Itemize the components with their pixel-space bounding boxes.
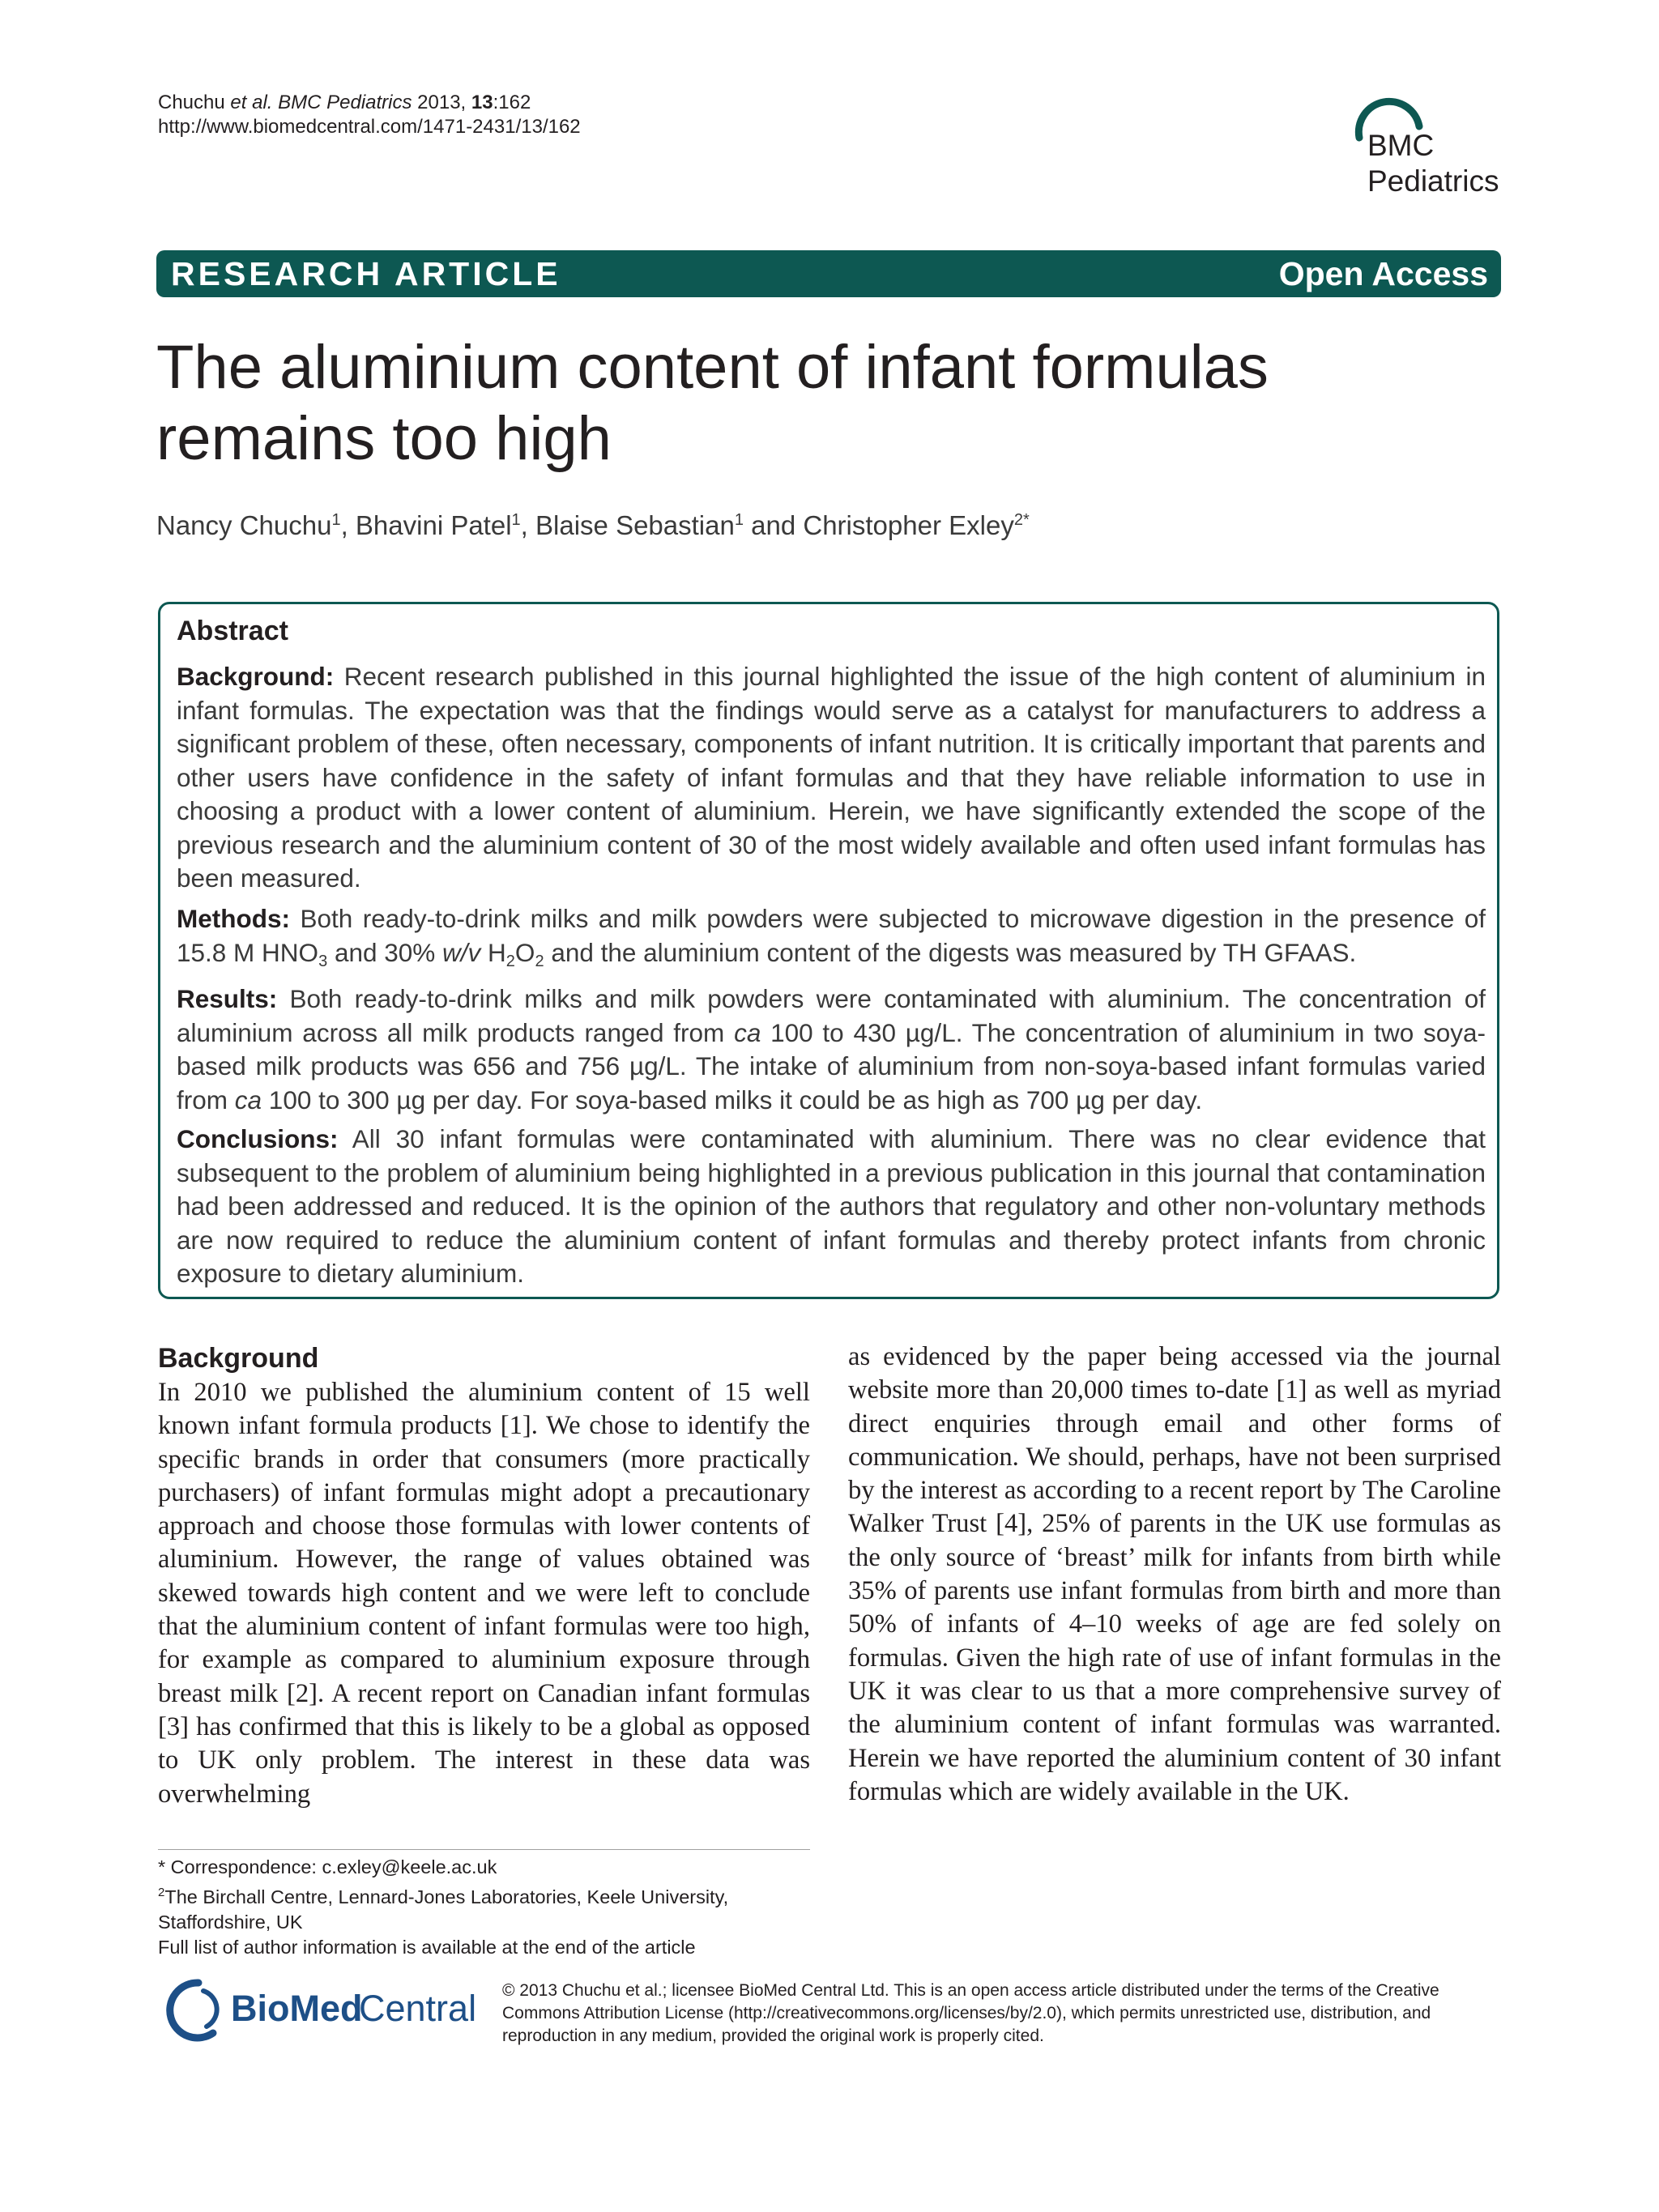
abstract-methods-subscript: 2	[505, 952, 515, 970]
author-info-note: Full list of author information is available at the end of the article	[158, 1936, 696, 1958]
author-affiliation: 1	[734, 511, 744, 529]
author-list	[156, 504, 1030, 542]
abstract-results-ca: ca	[234, 1085, 262, 1115]
abstract-results	[177, 982, 1486, 1117]
abstract-methods-wv: w/v	[442, 937, 481, 967]
abstract-results-text: Both ready-to-drink milks and milk powders were contaminated with aluminium. The concentration of aluminium across all milk products ranged from	[177, 984, 1486, 1047]
abstract-methods-text: O	[514, 937, 535, 967]
abstract-background-label: Background:	[177, 662, 335, 691]
journal-logo-line1: BMC	[1367, 129, 1435, 162]
author-name: Blaise Sebastian	[535, 510, 735, 540]
abstract-results-text: 100 to 300 µg per day. For soya-based milks it could be as high as 700 µg per day.	[262, 1085, 1203, 1115]
abstract-background-text: Recent research published in this journal highlighted the issue of the high content of aluminium in infant formulas. The expectation was that the findings would serve as a catalyst for manufacturers to address a significant problem of these, often necessary, components of infant nutrition. It is critically important that parents and other users have confidence in the safety of infant formulas and that they have reliable information to use in choosing a product with a lower content of aluminium. Herein, we have significantly extended the scope of the previous research and the aluminium content of 30 of the most widely available and often used infant formulas has been measured.	[177, 662, 1486, 893]
open-access-label: Open Access	[1278, 255, 1488, 292]
article-title-line1: The aluminium content of infant formulas	[156, 333, 1269, 402]
abstract-methods-text: H	[480, 937, 506, 967]
article-type-label: RESEARCH ARTICLE	[171, 255, 561, 292]
article-url[interactable]: http://www.biomedcentral.com/1471-2431/13/162	[158, 116, 581, 138]
citation-journal: BMC Pediatrics	[278, 92, 412, 113]
author-name: Christopher Exley	[803, 510, 1014, 540]
abstract-background	[177, 660, 1486, 896]
abstract-conclusions-label: Conclusions:	[177, 1124, 339, 1153]
abstract-results-ca: ca	[734, 1017, 761, 1047]
affiliation-line: The Birchall Centre, Lennard-Jones Laboratories, Keele University,	[164, 1886, 729, 1907]
abstract-methods	[177, 902, 1486, 970]
abstract-box	[158, 602, 1499, 1299]
abstract-conclusions	[177, 1123, 1486, 1291]
license-text: © 2013 Chuchu et al.; licensee BioMed Central Ltd. This is an open access article distributed under the terms of the Creative Commons Attribution License (http://creativecommons.org/licenses/by/2.0), which permits unrestricted use, distribution, and reproduction in any medium, provided the original work is properly cited.	[502, 1981, 1439, 2045]
author-separator: ,	[340, 510, 356, 540]
correspondence-note: * Correspondence: c.exley@keele.ac.uk	[158, 1856, 497, 1877]
body-paragraph: In 2010 we published the aluminium content of 15 well known infant formula products [1]. We chose to identify the specific brands in order that consumers (more practically purchasers) of infant formulas might adopt a precautionary approach and choose those formulas with lower contents of aluminium. However, the range of values obtained was skewed towards high content and we were left to conclude that the aluminium content of infant formulas were too high, for example as compared to aluminium exposure through breast milk [2]. A recent report on Canadian infant formulas [3] has confirmed that this is likely to be a global as opposed to UK only problem. The interest in these data was overwhelming	[158, 1378, 810, 1809]
affiliation-note	[158, 1880, 728, 1910]
journal-logo	[1328, 91, 1515, 204]
abstract-methods-text: and 30%	[327, 937, 443, 967]
abstract-results-text: 100 to 430 µg/L. The concentration of aluminium in two soya-based milk products was 656 and 756 µg/L. The intake of aluminium from non-soya-based infant formulas varied from	[177, 1017, 1486, 1115]
body-left-column	[158, 1340, 810, 1811]
journal-logo-line2: Pediatrics	[1367, 164, 1499, 198]
affiliation-line: Staffordshire, UK	[158, 1911, 303, 1933]
biomed-central-logo-central: Central	[359, 1988, 477, 2029]
biomed-central-logo	[158, 1976, 482, 2045]
body-right-column	[848, 1340, 1501, 1809]
abstract-methods-text: and the aluminium content of the digests was measured by TH GFAAS.	[544, 937, 1357, 967]
author-name: Bhavini Patel	[355, 510, 512, 540]
citation-authors: Chuchu	[158, 92, 225, 113]
citation-block	[158, 91, 581, 139]
author-affiliation: 2*	[1013, 511, 1030, 529]
author-name: Nancy Chuchu	[156, 510, 332, 540]
abstract-methods-subscript: 3	[318, 952, 328, 970]
article-title	[156, 332, 1501, 475]
abstract-heading: Abstract	[177, 616, 288, 646]
biomed-central-logo-bio: BioMed	[231, 1988, 363, 2029]
citation-etal: et al.	[230, 92, 273, 113]
abstract-conclusions-text: All 30 infant formulas were contaminated with aluminium. There was no clear evidence that subsequent to the problem of aluminium being highlighted in a previous publication in this journal that contamination had been addressed and reduced. It is the opinion of the authors that regulatory and other non-voluntary methods are now required to reduce the aluminium content of infant formulas and thereby protect infants from chronic exposure to dietary aluminium.	[177, 1124, 1486, 1288]
abstract-methods-text: Both ready-to-drink milks and milk powders were subjected to microwave digestion in the presence of 15.8 M HNO	[177, 904, 1486, 967]
author-affiliation: 1	[511, 511, 521, 529]
article-type-banner	[156, 250, 1501, 297]
author-affiliation: 1	[331, 511, 341, 529]
abstract-results-label: Results:	[177, 984, 278, 1013]
section-heading-background: Background	[158, 1343, 319, 1374]
author-separator: ,	[520, 510, 536, 540]
abstract-methods-label: Methods:	[177, 904, 290, 933]
body-paragraph: as evidenced by the paper being accessed via the journal website more than 20,000 times to-date [1] as well as myriad direct enquiries through email and other forms of communication. We should, perhaps, have not been surprised by the interest as according to a recent report by The Caroline Walker Trust [4], 25% of parents in the UK use formulas as the only source of ‘breast’ milk for infants from birth while 35% of parents use infant formulas from birth and more than 50% of infants of 4–10 weeks of age are fed solely on formulas. Given the high rate of use of infant formulas in the UK it was clear to us that a more comprehensive survey of the aluminium content of infant formulas was warranted. Herein we have reported the aluminium content of 30 infant formulas which are widely available in the UK.	[848, 1342, 1501, 1806]
author-separator: and	[743, 510, 804, 540]
article-title-line2: remains too high	[156, 404, 612, 473]
abstract-methods-subscript: 2	[535, 952, 544, 970]
citation-line	[158, 91, 581, 115]
citation-pages: :162	[493, 92, 531, 113]
biomed-central-circle-icon	[158, 1976, 231, 2045]
citation-year: 2013,	[417, 92, 467, 113]
citation-volume: 13	[471, 92, 493, 113]
footnote-divider	[158, 1849, 810, 1850]
footnotes	[158, 1855, 728, 1960]
affiliation-mark: 2	[158, 1886, 165, 1899]
